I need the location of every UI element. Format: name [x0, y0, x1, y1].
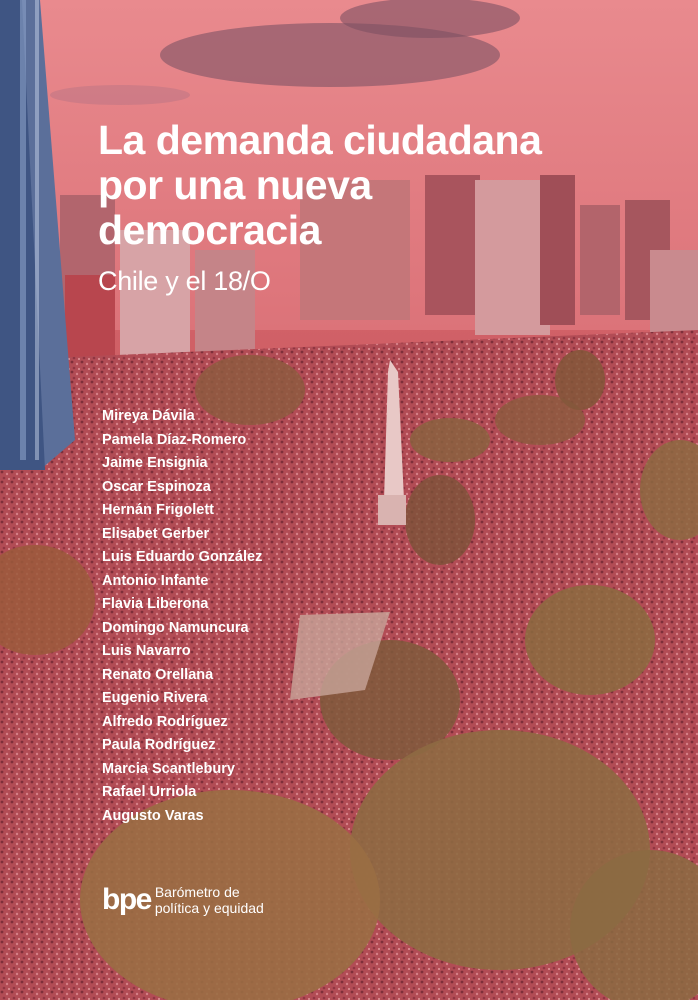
author-name: Pamela Díaz-Romero [102, 431, 247, 448]
book-title-line: por una nueva [98, 162, 372, 208]
author-name: Elisabet Gerber [102, 525, 210, 542]
publisher-logo [102, 884, 264, 916]
title-block [98, 118, 638, 297]
author-name: Mireya Dávila [102, 408, 195, 424]
author-name: Rafael Urriola [102, 784, 197, 800]
book-title-line: La demanda ciudadana [98, 117, 542, 163]
author-list [102, 405, 262, 828]
author-name: Luis Navarro [102, 643, 191, 659]
author-name: Eugenio Rivera [102, 690, 208, 706]
author-name: Paula Rodríguez [102, 737, 216, 753]
author-name: Renato Orellana [102, 666, 214, 683]
author-name: Flavia Liberona [102, 596, 209, 612]
author-name: Augusto Varas [102, 807, 204, 824]
publisher-name [155, 884, 264, 916]
author-name: Antonio Infante [102, 572, 209, 589]
author-name: Alfredo Rodríguez [102, 713, 228, 730]
book-title [98, 118, 638, 253]
book-subtitle: Chile y el 18/O [98, 266, 271, 296]
bpe-logo: bpe [102, 883, 151, 916]
publisher-name-line: Barómetro de [154, 884, 240, 900]
publisher-name-line: política y equidad [154, 900, 264, 916]
author-name: Hernán Frigolett [102, 502, 214, 518]
book-title-line: democracia [98, 207, 321, 253]
author-name: Luis Eduardo González [102, 549, 263, 565]
author-name: Marcia Scantlebury [102, 760, 235, 777]
author-name: Domingo Namuncura [102, 619, 249, 636]
author-name: Jaime Ensignia [102, 455, 208, 471]
author-name: Oscar Espinoza [102, 478, 211, 495]
